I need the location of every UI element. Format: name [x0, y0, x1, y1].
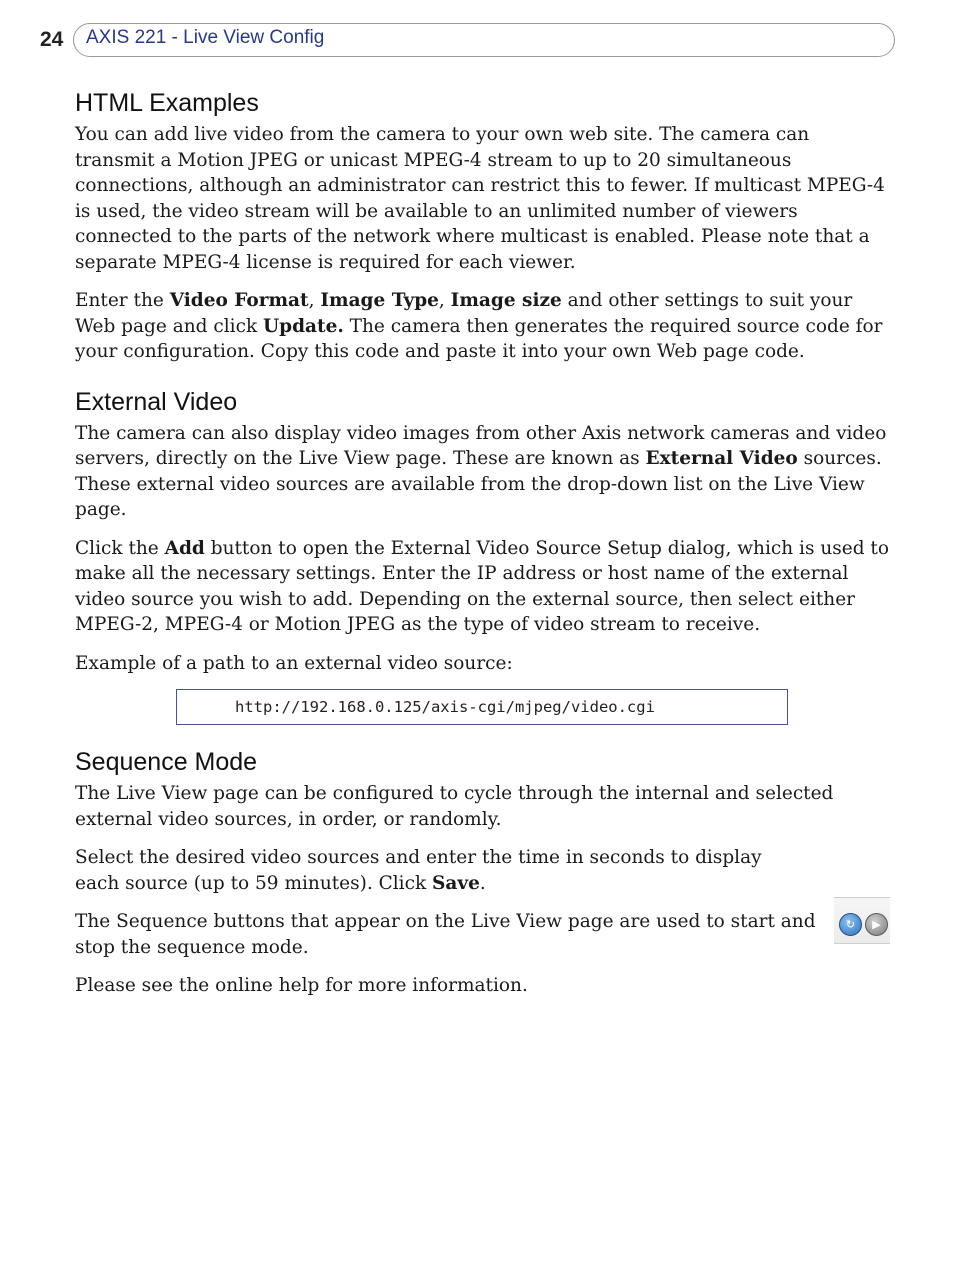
external-video-paragraph-3: Example of a path to an external video source:: [75, 652, 513, 674]
html-examples-heading: HTML Examples: [75, 89, 259, 117]
page-content: [75, 88, 890, 1012]
sequence-mode-heading: Sequence Mode: [75, 748, 258, 776]
sequence-mode-paragraph-1: The Live View page can be configured to cycle through the internal and selected external video sources, in order, or randomly.: [75, 783, 834, 830]
add-term: Add: [164, 537, 205, 559]
sequence-play-icon: ▶: [865, 913, 888, 936]
sequence-mode-paragraph-3: The Sequence buttons that appear on the Live View page are used to start and stop the sequence mode.: [75, 911, 816, 958]
sequence-mode-paragraph-4: Please see the online help for more information.: [75, 975, 528, 996]
image-type-term: Image Type: [320, 290, 439, 311]
sequence-buttons-image: [834, 897, 890, 944]
text-run: Click the: [75, 537, 165, 559]
sequence-buttons-row: [75, 909, 890, 973]
text-run: ,: [438, 290, 451, 311]
external-video-paragraph-2: [75, 536, 890, 638]
external-video-term: External Video: [645, 448, 798, 469]
sequence-mode-paragraph-2: [75, 845, 787, 896]
external-video-heading: External Video: [75, 387, 238, 416]
text-run: The camera can also display video images from other Axis network cameras and video servers, directly on the Live View page. These are known as: [75, 422, 887, 469]
html-examples-paragraph-1: You can add live video from the camera to your own web site. The camera can transmit a Motion JPEG or unicast MPEG-4 stream to up to 20 simultaneous connections, although an administrator can restrict this to fewer. If multicast MPEG-4 is used, the video stream will be available to an unlimited number of viewers connected to the parts of the network where multicast is enabled. Please note that a separate MPEG-4 license is required for each viewer.: [75, 124, 885, 273]
code-example-url: http://192.168.0.125/axis-cgi/mjpeg/video.cgi: [235, 698, 655, 716]
page-number: 24: [40, 28, 64, 51]
header-title: AXIS 221 - Live View Config: [86, 27, 325, 48]
text-run: button to open the External Video Source Setup dialog, which is used to make all the necessary settings. Enter the IP address or host name of the external video source you wish to add. Depending on the external source, then select either MPEG-2, MPEG-4 or Motion JPEG as the type of video stream to receive.: [75, 537, 889, 635]
text-run: and other settings to suit your Web page and click: [75, 290, 853, 337]
text-run: The camera then generates the required source code for your configuration. Copy this code and paste it into your own Web page code.: [75, 315, 883, 362]
save-term: Save: [432, 872, 480, 894]
image-size-term: Image size: [450, 290, 562, 311]
text-run: Enter the: [75, 290, 170, 311]
update-term: Update.: [263, 315, 344, 337]
header-title-box: [73, 23, 895, 57]
html-examples-paragraph-2: [75, 288, 890, 365]
page-header: [40, 22, 896, 58]
code-example-box: [176, 689, 788, 725]
text-run: .: [479, 872, 486, 894]
text-run: ,: [308, 290, 321, 311]
text-run: Select the desired video sources and enter the time in seconds to display each source (up to 59 minutes). Click: [75, 847, 762, 894]
external-video-paragraph-1: [75, 421, 890, 523]
video-format-term: Video Format: [169, 290, 309, 311]
text-run: sources. These external video sources are available from the drop-down list on the Live View page.: [75, 448, 882, 520]
sequence-random-icon: ↻: [839, 913, 862, 936]
